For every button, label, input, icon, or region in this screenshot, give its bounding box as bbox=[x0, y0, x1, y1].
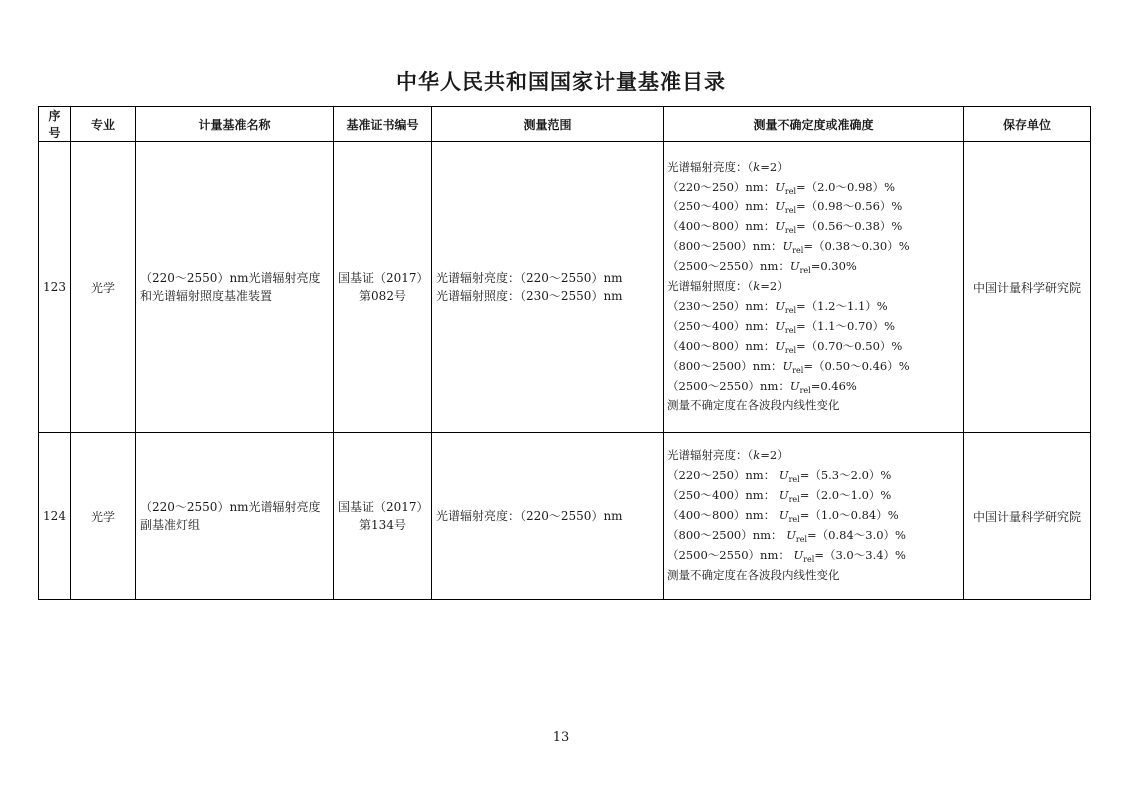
table-row bbox=[39, 433, 1091, 600]
name-line: （220～2550）nm光谱辐射亮度 bbox=[140, 500, 321, 514]
uncertainty-line: （220～250）nm：$U_{rel}=(2.0\sim 0.98)\%$ bbox=[667, 179, 896, 196]
uncertainty-line: （2500～2550）nm：$U_{rel}=0.30\%$ bbox=[667, 259, 857, 276]
cell-unit: 中国计量科学研究院 bbox=[964, 433, 1091, 600]
page-number: 13 bbox=[552, 730, 570, 745]
table-row bbox=[39, 142, 1091, 433]
cert-line: 国基证（2017） bbox=[338, 271, 429, 285]
cell-cert bbox=[334, 433, 432, 600]
cell-range bbox=[432, 142, 664, 433]
cell-uncertainty bbox=[664, 142, 964, 433]
cell-name bbox=[136, 433, 334, 600]
uncertainty-line: （250～400）nm： $U_{rel}=(2.0\sim 1.0)\%$ bbox=[667, 488, 892, 505]
header-seq: 序号 bbox=[39, 107, 71, 142]
uncertainty-line: （250～400）nm：$U_{rel}=(1.1\sim 0.70)\%$ bbox=[667, 318, 896, 335]
uncertainty-line: （400～800）nm：$U_{rel}=(0.70\sim 0.50)\%$ bbox=[667, 338, 903, 355]
header-unit: 保存单位 bbox=[964, 107, 1091, 142]
range-line: 光谱辐射亮度：（220～2550）nm bbox=[436, 509, 623, 523]
cell-cert bbox=[334, 142, 432, 433]
uncertainty-line: （400～800）nm： $U_{rel}=(1.0\sim 0.84)\%$ bbox=[667, 508, 899, 525]
header-range: 测量范围 bbox=[432, 107, 664, 142]
uncertainty-line: （2500～2550）nm： $U_{rel}=(3.0\sim 3.4)\%$ bbox=[667, 547, 906, 564]
name-line: （220～2550）nm光谱辐射亮度 bbox=[140, 271, 321, 285]
uncertainty-line: （400～800）nm：$U_{rel}=(0.56\sim 0.38)\%$ bbox=[667, 219, 903, 236]
cert-line: 第134号 bbox=[359, 518, 406, 532]
uncertainty-line: 测量不确定度在各波段内线性变化 bbox=[667, 398, 840, 413]
uncertainty-line: 光谱辐射亮度：（k=2） bbox=[667, 159, 789, 174]
header-uncertainty: 测量不确定度或准确度 bbox=[664, 107, 964, 142]
cell-seq: 124 bbox=[39, 433, 71, 600]
header-cert: 基准证书编号 bbox=[334, 107, 432, 142]
uncertainty-line: （250～400）nm：$U_{rel}=(0.98\sim 0.56)\%$ bbox=[667, 199, 903, 216]
uncertainty-line: （800～2500）nm：$U_{rel}=(0.50\sim 0.46)\%$ bbox=[667, 358, 910, 375]
cell-seq: 123 bbox=[39, 142, 71, 433]
page-title: 中华人民共和国国家计量基准目录 bbox=[396, 70, 726, 94]
name-line: 副基准灯组 bbox=[140, 518, 201, 532]
range-line: 光谱辐射亮度：（220～2550）nm bbox=[436, 271, 623, 285]
uncertainty-line: （800～2500）nm： $U_{rel}=(0.84\sim 3.0)\%$ bbox=[667, 527, 906, 544]
cell-name bbox=[136, 142, 334, 433]
cert-line: 第082号 bbox=[359, 289, 406, 303]
uncertainty-line: （2500～2550）nm：$U_{rel}=0.46\%$ bbox=[667, 378, 857, 395]
uncertainty-line: 光谱辐射亮度：（k=2） bbox=[667, 448, 789, 463]
standards-table bbox=[38, 106, 1091, 600]
uncertainty-line: （230～250）nm：$U_{rel}=(1.2\sim 1.1)\%$ bbox=[667, 298, 888, 315]
cell-unit: 中国计量科学研究院 bbox=[964, 142, 1091, 433]
header-name: 计量基准名称 bbox=[136, 107, 334, 142]
uncertainty-line: 测量不确定度在各波段内线性变化 bbox=[667, 567, 840, 582]
cell-field: 光学 bbox=[71, 142, 136, 433]
uncertainty-line: （220～250）nm： $U_{rel}=(5.3\sim 2.0)\%$ bbox=[667, 468, 892, 485]
cell-uncertainty bbox=[664, 433, 964, 600]
table-header-row bbox=[39, 107, 1091, 142]
range-line: 光谱辐射照度：（230～2550）nm bbox=[436, 289, 623, 303]
uncertainty-line: 光谱辐射照度：（k=2） bbox=[667, 279, 789, 294]
cell-range bbox=[432, 433, 664, 600]
uncertainty-line: （800～2500）nm：$U_{rel}=(0.38\sim 0.30)\%$ bbox=[667, 239, 910, 256]
header-field: 专业 bbox=[71, 107, 136, 142]
cell-field: 光学 bbox=[71, 433, 136, 600]
cert-line: 国基证（2017） bbox=[338, 500, 429, 514]
name-line: 和光谱辐射照度基准装置 bbox=[140, 289, 273, 303]
